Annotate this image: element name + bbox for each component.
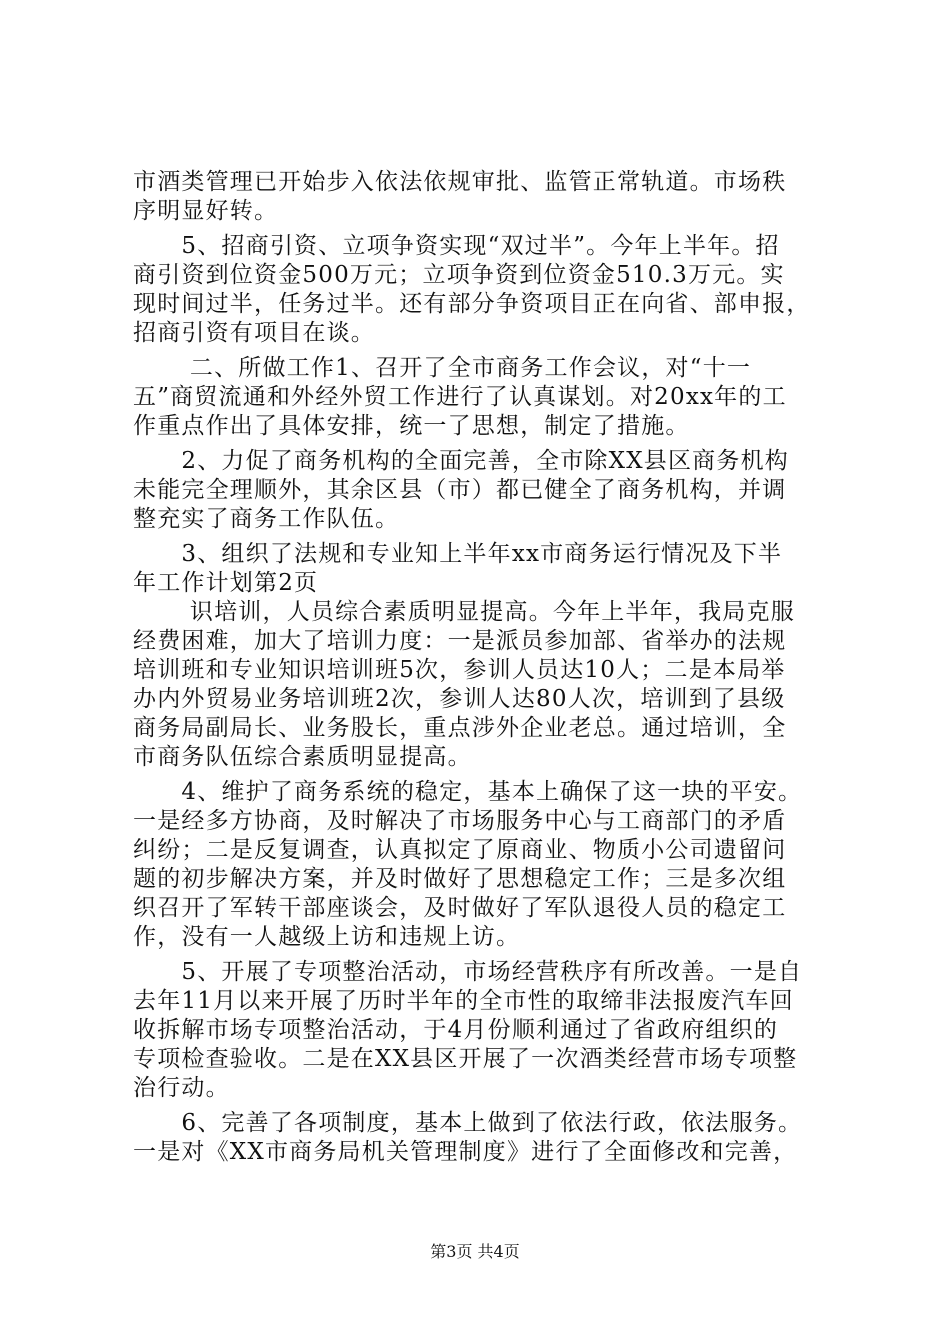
text-line: 一是对《XX市商务局机关管理制度》进行了全面修改和完善， — [133, 1139, 798, 1165]
text-line: 5、开展了专项整治活动，市场经营秩序有所改善。一是自 — [133, 959, 803, 985]
text-line: 经费困难，加大了培训力度：一是派员参加部、省举办的法规 — [133, 628, 787, 654]
body-text — [133, 168, 833, 1167]
text-line: 未能完全理顺外，其余区县（市）都已健全了商务机构，并调 — [133, 477, 787, 503]
text-line: 市商务队伍综合素质明显提高。 — [133, 744, 472, 770]
page-footer: 第3页 共4页 — [430, 1242, 520, 1261]
text-line: 五”商贸流通和外经外贸工作进行了认真谋划。对20xx年的工 — [133, 384, 787, 410]
text-line: 一是经多方协商，及时解决了市场服务中心与工商部门的矛盾 — [133, 808, 787, 834]
text-line: 识培训，人员综合素质明显提高。今年上半年，我局克服 — [133, 599, 795, 625]
text-line: 序明显好转。 — [133, 198, 279, 224]
text-line: 办内外贸易业务培训班2次，参训人达80人次，培训到了县级 — [133, 686, 786, 712]
text-line: 招商引资有项目在谈。 — [133, 320, 375, 346]
text-line: 二、所做工作1、召开了全市商务工作会议，对“十一 — [133, 355, 752, 381]
text-line: 专项检查验收。二是在XX县区开展了一次酒类经营市场专项整 — [133, 1046, 798, 1072]
text-line: 纠纷；二是反复调查，认真拟定了原商业、物质小公司遗留问 — [133, 837, 787, 863]
text-line: 题的初步解决方案，并及时做好了思想稳定工作；三是多次组 — [133, 866, 787, 892]
text-line: 去年11月以来开展了历时半年的全市性的取缔非法报废汽车回 — [133, 988, 794, 1014]
text-line: 治行动。 — [133, 1075, 230, 1101]
text-line: 商务局副局长、业务股长，重点涉外企业老总。通过培训，全 — [133, 715, 787, 741]
text-line: 作，没有一人越级上访和违规上访。 — [133, 924, 521, 950]
text-line: 整充实了商务工作队伍。 — [133, 506, 400, 532]
text-line: 市酒类管理已开始步入依法依规审批、监管正常轨道。市场秩 — [133, 169, 787, 195]
text-line: 现时间过半，任务过半。还有部分争资项目正在向省、部申报， — [133, 291, 811, 317]
text-line: 6、完善了各项制度，基本上做到了依法行政，依法服务。 — [133, 1110, 803, 1136]
text-line: 收拆解市场专项整治活动，于4月份顺利通过了省政府组织的 — [133, 1017, 779, 1043]
text-line: 2、力促了商务机构的全面完善，全市除XX县区商务机构 — [133, 448, 789, 474]
text-line: 年工作计划第2页 — [133, 570, 319, 596]
text-line: 4、维护了商务系统的稳定，基本上确保了这一块的平安。 — [133, 779, 803, 805]
text-line: 3、组织了法规和专业知上半年xx市商务运行情况及下半 — [133, 541, 783, 567]
text-line: 5、招商引资、立项争资实现“双过半”。今年上半年。招 — [133, 233, 780, 259]
text-line: 作重点作出了具体安排，统一了思想，制定了措施。 — [133, 413, 690, 439]
text-line: 商引资到位资金500万元；立项争资到位资金510.3万元。实 — [133, 262, 785, 288]
text-line: 织召开了军转干部座谈会，及时做好了军队退役人员的稳定工 — [133, 895, 787, 921]
text-line: 培训班和专业知识培训班5次，参训人员达10人；二是本局举 — [133, 657, 786, 683]
